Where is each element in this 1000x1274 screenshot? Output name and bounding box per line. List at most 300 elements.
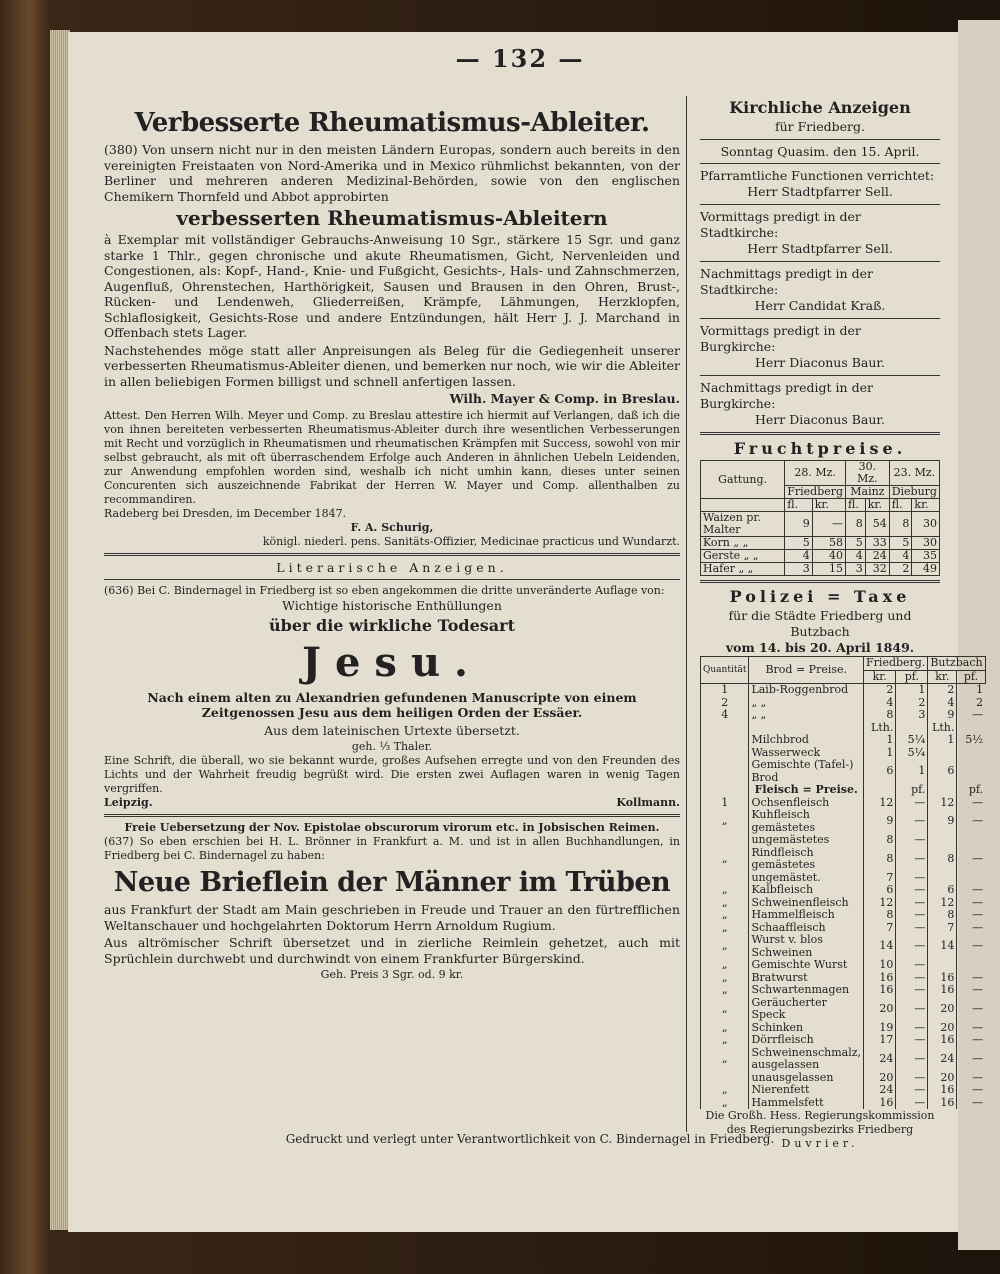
price-cell: —: [957, 797, 985, 810]
price-cell: —: [896, 997, 928, 1022]
item-name: ungemästetes: [749, 834, 864, 847]
unit-cell: pf.: [957, 670, 985, 684]
price-cell: 16: [928, 972, 957, 985]
price-cell: 2: [928, 684, 957, 697]
literary-header: Literarische Anzeigen.: [276, 559, 508, 575]
grain-name: Gerste „ „: [701, 550, 785, 563]
price-cell: 4: [846, 550, 866, 563]
item-name: „ „: [749, 697, 864, 710]
price-cell: 14: [928, 934, 957, 959]
price-cell: 3: [785, 563, 812, 576]
ad1-paragraph-2: à Exemplar mit vollständiger Gebrauchs-Anweisung 10 Sgr., stärkere 15 Sgr. und ganz starke 1 Thlr., gegen chronische und akute Rheumatismen, Gicht, Nervenleiden und Congestionen, als: Kopf-, Hand-, Knie- und Fußgicht, Gesichts-, Hals- und Zahnschmerzen, Augenfluß, Ohrenstechen, Harthörigkeit, Sausen und Brausen in den Ohren, Brust-, Rücken- und Lendenweh, Gliederreißen, Krämpfe, Lähmungen, Herzklopfen, Schlaflosigkeit, Gesichts-Rose und andere Entzündungen, hält Herr J. J. Marchand in Offenbach stets Lager.: [104, 232, 680, 340]
price-cell: 6: [864, 759, 896, 784]
ad1-place: Radeberg bei Dresden, im December 1847.: [104, 506, 347, 520]
quantity-cell: [701, 834, 749, 847]
ad1-title: Verbesserte Rheumatismus-Ableiter.: [134, 108, 650, 138]
price-cell: Lth.: [928, 722, 957, 735]
price-cell: 16: [928, 1034, 957, 1047]
col-brod: Brod = Preise.: [749, 657, 864, 684]
price-cell: 8: [864, 847, 896, 872]
meat-title: Fleisch = Preise.: [749, 784, 864, 797]
police-signature: Die Großh. Hess. Regierungskommission des Regierungsbezirks Friedberg: [705, 1109, 935, 1136]
price-cell: 8: [846, 512, 866, 537]
item-name: Hammelsfett: [749, 1097, 864, 1110]
price-cell: —: [896, 972, 928, 985]
church-entry-name: Herr Stadtpfarrer Sell.: [747, 241, 893, 256]
price-cell: —: [957, 884, 985, 897]
price-cell: 33: [865, 537, 889, 550]
price-cell: —: [896, 934, 928, 959]
divider: [104, 579, 680, 580]
ad1-firm: Wilh. Mayer & Comp. in Breslau.: [449, 391, 680, 406]
price-cell: 49: [912, 563, 940, 576]
price-cell: 32: [865, 563, 889, 576]
ad2-line-1: Wichtige historische Enthüllungen: [282, 598, 502, 613]
footer-imprint: Gedruckt und verlegt unter Verantwortlichkeit von C. Bindernagel in Friedberg.: [285, 1132, 775, 1146]
divider: [700, 318, 940, 319]
ad2-line-4: Nach einem alten zu Alexandrien gefundenen Manuscripte von einem Zeitgenossen Jesu aus dem heiligen Orden der Essäer.: [147, 689, 637, 720]
price-cell: —: [896, 897, 928, 910]
bread-row: [701, 734, 986, 747]
col-butzbach: Butzbach: [928, 657, 985, 671]
ad2-title: Jesu.: [302, 638, 482, 686]
col-friedberg: Friedberg.: [864, 657, 928, 671]
quantity-cell: „: [701, 884, 749, 897]
price-cell: —: [812, 512, 845, 537]
price-cell: 8: [889, 512, 912, 537]
unit-cell: pf.: [896, 784, 928, 797]
price-cell: —: [896, 1084, 928, 1097]
price-cell: —: [957, 1047, 985, 1072]
unit-cell: kr.: [864, 670, 896, 684]
item-name: Dörrfleisch: [749, 1034, 864, 1047]
price-cell: 20: [864, 997, 896, 1022]
price-cell: —: [896, 1047, 928, 1072]
price-cell: 7: [864, 922, 896, 935]
price-cell: 6: [928, 759, 957, 784]
bread-row: [701, 709, 986, 722]
unit-cell: fl.: [785, 499, 812, 512]
grain-name: Hafer „ „: [701, 563, 785, 576]
price-cell: 5: [889, 537, 912, 550]
price-cell: 20: [928, 1022, 957, 1035]
price-cell: [957, 834, 985, 847]
quantity-cell: 4: [701, 709, 749, 722]
column-divider: [686, 96, 687, 1132]
price-cell: 4: [889, 550, 912, 563]
price-cell: —: [896, 834, 928, 847]
price-cell: 15: [812, 563, 845, 576]
price-cell: 1: [957, 684, 985, 697]
price-cell: —: [957, 809, 985, 834]
fruit-place: Friedberg: [785, 486, 846, 499]
table-cell: [928, 784, 957, 797]
quantity-cell: „: [701, 984, 749, 997]
quantity-cell: „: [701, 909, 749, 922]
price-cell: 4: [785, 550, 812, 563]
item-name: Kalbfleisch: [749, 884, 864, 897]
unit-cell: fl.: [889, 499, 912, 512]
bread-rows: [701, 684, 986, 785]
price-cell: 8: [864, 709, 896, 722]
ad2-line-5: Aus dem lateinischen Urtexte übersetzt.: [264, 722, 520, 738]
price-cell: 5: [785, 537, 812, 550]
bread-row: [701, 697, 986, 710]
ad1-signer-title: königl. niederl. pens. Sanitäts-Offizier, Medicinae practicus und Wundarzt.: [262, 534, 680, 548]
price-cell: 8: [864, 909, 896, 922]
price-cell: 24: [864, 1047, 896, 1072]
price-cell: 24: [864, 1084, 896, 1097]
item-name: Schaaffleisch: [749, 922, 864, 935]
ad1-paragraph-1: (380) Von unsern nicht nur in den meisten Ländern Europas, sondern auch bereits in den vereinigten Freistaaten von Nord-Amerika und in Mexico rühmlichst bekannten, von der Berliner und mehreren anderen Medizinal-Behörden, sowie von den englischen Chemikern Thornfeld und Abbot approbirten: [104, 142, 680, 204]
table-cell: [701, 499, 785, 512]
fruit-col-gattung: Gattung.: [701, 461, 785, 499]
divider: [700, 375, 940, 376]
price-cell: 16: [864, 984, 896, 997]
item-name: Schwartenmagen: [749, 984, 864, 997]
meat-row: [701, 797, 986, 810]
divider: [104, 553, 680, 556]
ad1-signer: F. A. Schurig,: [350, 520, 434, 534]
item-name: ungemästet.: [749, 872, 864, 885]
price-cell: 12: [928, 797, 957, 810]
quantity-cell: „: [701, 934, 749, 959]
price-cell: 1: [928, 734, 957, 747]
price-cell: —: [957, 934, 985, 959]
quantity-cell: „: [701, 809, 749, 834]
divider: [700, 163, 940, 164]
item-name: Gemischte Wurst: [749, 959, 864, 972]
police-line-2: vom 14. bis 20. April 1849.: [725, 640, 915, 655]
price-cell: 3: [896, 709, 928, 722]
col-quantity: Quantität: [701, 657, 749, 684]
table-row: [701, 537, 940, 550]
item-name: Wurst v. blos Schweinen: [749, 934, 864, 959]
price-cell: [957, 759, 985, 784]
unit-cell: pf.: [896, 670, 928, 684]
item-name: Schweinenfleisch: [749, 897, 864, 910]
price-cell: [928, 834, 957, 847]
table-cell: [701, 784, 749, 797]
meat-row: [701, 834, 986, 847]
divider: [104, 814, 680, 817]
meat-row: [701, 1047, 986, 1072]
price-cell: —: [896, 1034, 928, 1047]
price-cell: 10: [864, 959, 896, 972]
bread-row: [701, 759, 986, 784]
church-date: Sonntag Quasim. den 15. April.: [720, 143, 920, 159]
price-cell: —: [896, 909, 928, 922]
divider: [700, 139, 940, 140]
meat-row: [701, 997, 986, 1022]
quantity-cell: 1: [701, 797, 749, 810]
police-price-table: [700, 656, 986, 1109]
ad2-intro: (636) Bei C. Bindernagel in Friedberg ist so eben angekommen die dritte unveränderte Auflage von:: [104, 584, 665, 597]
table-row: [701, 461, 940, 486]
price-cell: 9: [928, 809, 957, 834]
price-cell: 40: [812, 550, 845, 563]
police-signer: Duvrier.: [781, 1137, 859, 1150]
price-cell: 54: [865, 512, 889, 537]
price-cell: 4: [928, 697, 957, 710]
price-cell: 24: [928, 1047, 957, 1072]
quantity-cell: „: [701, 897, 749, 910]
meat-row: [701, 934, 986, 959]
item-name: Geräucherter Speck: [749, 997, 864, 1022]
ad2-price: geh. ⅓ Thaler.: [351, 740, 433, 753]
unit-cell: fl.: [846, 499, 866, 512]
price-cell: 19: [864, 1022, 896, 1035]
divider: [700, 580, 940, 583]
price-cell: [928, 959, 957, 972]
ad2-publisher: Kollmann.: [616, 796, 680, 809]
meat-row: [701, 1034, 986, 1047]
meat-row: [701, 847, 986, 872]
price-cell: 8: [864, 834, 896, 847]
table-row: [701, 784, 986, 797]
church-entry-label: Nachmittags predigt in der Stadtkirche:: [700, 266, 873, 297]
price-cell: Lth.: [864, 722, 896, 735]
unit-cell: kr.: [812, 499, 845, 512]
quantity-cell: „: [701, 1022, 749, 1035]
price-cell: —: [957, 1034, 985, 1047]
price-cell: 3: [846, 563, 866, 576]
church-entry-name: Herr Candidat Kraß.: [754, 298, 886, 313]
price-cell: [957, 959, 985, 972]
price-cell: 9: [864, 809, 896, 834]
church-entry-name: Herr Stadtpfarrer Sell.: [747, 184, 893, 199]
price-cell: 16: [928, 1097, 957, 1110]
meat-row: [701, 1084, 986, 1097]
bread-row: [701, 722, 986, 735]
item-name: Bratwurst: [749, 972, 864, 985]
page-edges: [50, 30, 70, 1230]
price-cell: —: [896, 884, 928, 897]
price-cell: —: [957, 1097, 985, 1110]
church-entry-label: Vormittags predigt in der Burgkirche:: [700, 323, 861, 354]
price-cell: 35: [912, 550, 940, 563]
price-cell: —: [957, 997, 985, 1022]
quantity-cell: „: [701, 1097, 749, 1110]
price-cell: [928, 747, 957, 760]
ad3-body-2: Aus altrömischer Schrift übersetzet und in zierliche Reimlein gehetzet, auch mit Sprüchlein durchwebt und durchwindt von einem Frankfurter Bürgerskind.: [104, 935, 680, 966]
unit-cell: kr.: [928, 670, 957, 684]
price-cell: —: [896, 847, 928, 872]
price-cell: 7: [864, 872, 896, 885]
meat-rows: [701, 797, 986, 1110]
church-entry-label: Vormittags predigt in der Stadtkirche:: [700, 209, 861, 240]
price-cell: 12: [928, 897, 957, 910]
bread-row: [701, 684, 986, 697]
table-cell: [864, 784, 896, 797]
church-title: Kirchliche Anzeigen: [729, 98, 911, 117]
item-name: Schweinenschmalz, ausgelassen: [749, 1047, 864, 1072]
quantity-cell: „: [701, 922, 749, 935]
grain-name: Korn „ „: [701, 537, 785, 550]
price-cell: —: [896, 984, 928, 997]
fruit-date: 28. Mz.: [785, 461, 846, 486]
divider: [700, 432, 940, 435]
church-entry: [700, 380, 940, 428]
meat-row: [701, 959, 986, 972]
ad1-attest: Attest. Den Herren Wilh. Meyer und Comp. zu Breslau attestire ich hiermit auf Verlangen, daß ich die von ihnen bereiteten verbesserten Rheumatismus-Ableiter durch ihre wesentlichen Verbesserungen mit Recht und vorzüglich in Rheumatismen und rheumatischen Krämpfen mit Success, sowohl von mir selbst gebraucht, als mit oft überraschendem Erfolge auch Anderen in ähnlichen Uebeln Leidenden, zur Anwendung empfohlen worden sind, weshalb ich nicht umhin kann, dieses unter seinen Concurenten sich auszeichnende Fabrikat der Herren W. Mayer und Comp. allenthalben zu recommandiren.: [104, 408, 680, 506]
quantity-cell: „: [701, 959, 749, 972]
meat-row: [701, 1097, 986, 1110]
price-cell: 7: [928, 922, 957, 935]
price-cell: —: [957, 922, 985, 935]
quantity-cell: „: [701, 1084, 749, 1097]
price-cell: 5¼: [896, 734, 928, 747]
price-cell: 2: [957, 697, 985, 710]
meat-row: [701, 809, 986, 834]
price-cell: 30: [912, 537, 940, 550]
price-cell: 4: [864, 697, 896, 710]
ad3-intro: (637) So eben erschien bei H. L. Brönner in Frankfurt a. M. und ist in allen Buchhandlungen, in Friedberg bei C. Bindernagel zu haben:: [104, 835, 680, 862]
right-column: [700, 96, 984, 1151]
price-cell: 58: [812, 537, 845, 550]
price-cell: 9: [785, 512, 812, 537]
price-cell: [957, 747, 985, 760]
price-cell: 2: [896, 697, 928, 710]
price-cell: 2: [864, 684, 896, 697]
quantity-cell: 2: [701, 697, 749, 710]
price-cell: 5: [846, 537, 866, 550]
meat-row: [701, 922, 986, 935]
price-cell: 24: [865, 550, 889, 563]
table-row: [701, 563, 940, 576]
item-name: „ „: [749, 709, 864, 722]
church-entry-name: Herr Diaconus Baur.: [755, 412, 885, 427]
price-cell: 12: [864, 897, 896, 910]
price-cell: —: [896, 922, 928, 935]
quantity-cell: „: [701, 847, 749, 872]
meat-row: [701, 984, 986, 997]
unit-cell: kr.: [865, 499, 889, 512]
fruit-price-table: [700, 460, 940, 576]
ad3-title: Neue Brieflein der Männer im Trüben: [113, 867, 671, 898]
price-cell: 17: [864, 1034, 896, 1047]
price-cell: 16: [928, 984, 957, 997]
price-cell: 16: [864, 1097, 896, 1110]
fruit-date: 23. Mz.: [889, 461, 939, 486]
church-entry-label: Nachmittags predigt in der Burgkirche:: [700, 380, 873, 411]
price-cell: —: [896, 872, 928, 885]
price-cell: 1: [896, 759, 928, 784]
ad3-head: Freie Uebersetzung der Nov. Epistolae obscurorum virorum etc. in Jobsischen Reimen.: [124, 821, 660, 834]
meat-row: [701, 909, 986, 922]
item-name: Schinken: [749, 1022, 864, 1035]
price-cell: —: [896, 1022, 928, 1035]
quantity-cell: „: [701, 1034, 749, 1047]
quantity-cell: [701, 759, 749, 784]
price-cell: —: [896, 959, 928, 972]
price-cell: 8: [928, 847, 957, 872]
price-cell: 16: [928, 1084, 957, 1097]
price-cell: —: [957, 709, 985, 722]
price-cell: —: [896, 797, 928, 810]
price-cell: 16: [864, 972, 896, 985]
item-name: Gemischte (Tafel-) Brod: [749, 759, 864, 784]
item-name: Ochsenfleisch: [749, 797, 864, 810]
meat-row: [701, 872, 986, 885]
police-line-1: für die Städte Friedberg und Butzbach: [728, 608, 912, 639]
price-cell: 20: [928, 997, 957, 1022]
ad1-subtitle: verbesserten Rheumatismus-Ableitern: [176, 206, 608, 230]
fruit-place: Dieburg: [889, 486, 939, 499]
church-entry: [700, 209, 940, 257]
ad2-description: Eine Schrift, die überall, wo sie bekannt wurde, großes Aufsehen erregte und von den Freunden des Lichts und der Wahrheit freudig begrüßt wird. Die ersten zwei Auflagen waren in wenig Tagen vergriffen.: [104, 754, 680, 795]
price-cell: —: [896, 1097, 928, 1110]
ad2-imprint: [104, 796, 680, 810]
price-cell: 8: [928, 909, 957, 922]
price-cell: —: [896, 1072, 928, 1085]
church-entry-name: Herr Diaconus Baur.: [755, 355, 885, 370]
price-cell: —: [957, 1022, 985, 1035]
price-cell: 20: [928, 1072, 957, 1085]
price-cell: —: [957, 984, 985, 997]
price-cell: —: [957, 972, 985, 985]
item-name: Wasserweck: [749, 747, 864, 760]
left-column: [104, 104, 680, 982]
price-cell: 1: [864, 734, 896, 747]
unit-cell: pf.: [957, 784, 985, 797]
price-cell: 5¼: [896, 747, 928, 760]
price-cell: 12: [864, 797, 896, 810]
price-cell: —: [957, 847, 985, 872]
police-title: Polizei = Taxe: [729, 587, 911, 606]
quantity-cell: [701, 734, 749, 747]
price-cell: 14: [864, 934, 896, 959]
item-name: Laib-Roggenbrod: [749, 684, 864, 697]
item-name: Kuhfleisch gemästetes: [749, 809, 864, 834]
ad3-body: aus Frankfurt der Stadt am Main geschrieben in Freude und Trauer an den fürtrefflichen Weltanschauer und hochgelahrten Doktorum Herrn Arnoldum Rugium.: [104, 902, 680, 933]
quantity-cell: „: [701, 1047, 749, 1072]
item-name: Milchbrod: [749, 734, 864, 747]
quantity-cell: „: [701, 997, 749, 1022]
church-entry: [700, 266, 940, 314]
quantity-cell: [701, 747, 749, 760]
price-cell: 6: [864, 884, 896, 897]
item-name: Hammelfleisch: [749, 909, 864, 922]
price-cell: —: [957, 1072, 985, 1085]
price-cell: 9: [928, 709, 957, 722]
table-row: [701, 512, 940, 537]
table-row: [701, 499, 940, 512]
church-subtitle: für Friedberg.: [774, 119, 866, 134]
item-name: Rindfleisch gemästetes: [749, 847, 864, 872]
grain-name: Waizen pr. Malter: [701, 512, 785, 537]
price-cell: —: [896, 809, 928, 834]
ad2-city: Leipzig.: [104, 796, 153, 809]
price-cell: 1: [896, 684, 928, 697]
ad3-price: Geh. Preis 3 Sgr. od. 9 kr.: [320, 968, 464, 981]
ad2-line-2: über die wirkliche Todesart: [269, 615, 515, 635]
table-row: [701, 657, 986, 671]
price-cell: 2: [889, 563, 912, 576]
price-cell: 1: [864, 747, 896, 760]
church-entry: [700, 323, 940, 371]
price-cell: 6: [928, 884, 957, 897]
price-cell: —: [957, 909, 985, 922]
quantity-cell: 1: [701, 684, 749, 697]
ad1-paragraph-3: Nachstehendes möge statt aller Anpreisungen als Beleg für die Gediegenheit unserer verbesserten Rheumatismus-Ableiter dienen, und bemerken nur noch, wie wir die Ableiter in allen beliebigen Formen billigst und schnell anfertigen lassen.: [104, 342, 680, 389]
fruit-title: Fruchtpreise.: [733, 439, 907, 458]
church-entry-label: Pfarramtliche Functionen verrichtet:: [700, 168, 935, 183]
divider: [700, 261, 940, 262]
fruit-place: Mainz: [846, 486, 890, 499]
quantity-cell: „: [701, 972, 749, 985]
meat-row: [701, 897, 986, 910]
